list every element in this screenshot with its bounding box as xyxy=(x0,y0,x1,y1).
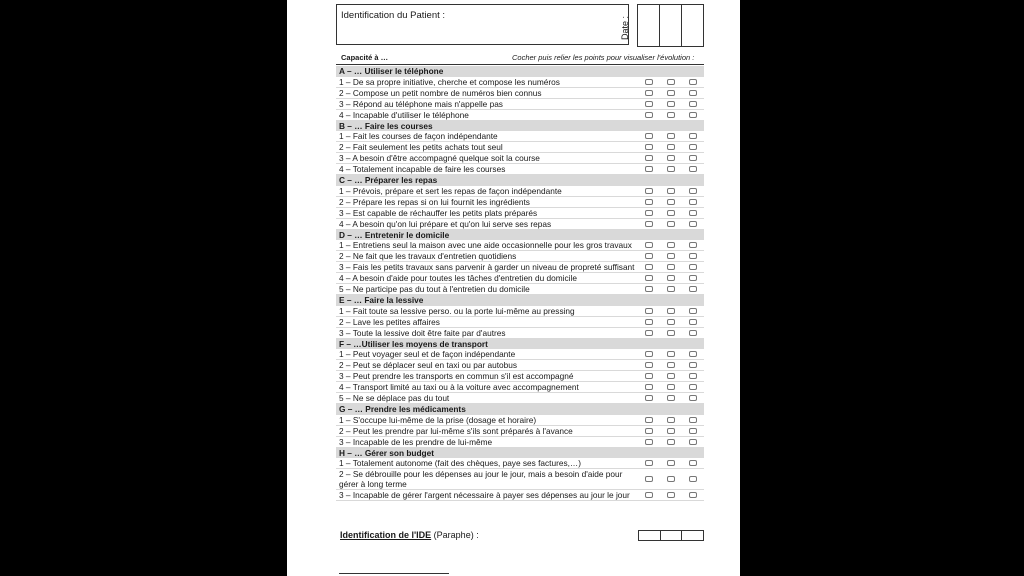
ide-identification xyxy=(340,530,479,540)
evaluation-checkbox[interactable] xyxy=(667,319,675,325)
evaluation-checkbox[interactable] xyxy=(645,90,653,96)
checkbox-group xyxy=(642,360,704,370)
evaluation-checkbox[interactable] xyxy=(667,460,675,466)
evaluation-checkbox[interactable] xyxy=(667,308,675,314)
evaluation-checkbox[interactable] xyxy=(667,362,675,368)
evaluation-checkbox[interactable] xyxy=(689,242,697,248)
criterion-row xyxy=(336,371,704,382)
evaluation-checkbox[interactable] xyxy=(645,199,653,205)
document-page xyxy=(287,0,740,576)
evaluation-checkbox[interactable] xyxy=(645,460,653,466)
evaluation-checkbox[interactable] xyxy=(645,166,653,172)
ide-column[interactable] xyxy=(682,531,703,540)
criterion-row xyxy=(336,131,704,142)
evaluation-checkbox[interactable] xyxy=(645,439,653,445)
criterion-row xyxy=(336,153,704,164)
evaluation-checkbox[interactable] xyxy=(667,112,675,118)
criterion-row xyxy=(336,490,704,501)
date-grid[interactable] xyxy=(637,4,704,47)
date-column[interactable] xyxy=(660,5,682,46)
criterion-row xyxy=(336,284,704,295)
criterion-row xyxy=(336,110,704,121)
section-title: B – … Faire les courses xyxy=(339,120,433,131)
section-header xyxy=(336,404,704,415)
evaluation-checkbox[interactable] xyxy=(645,144,653,150)
ide-column[interactable] xyxy=(639,531,661,540)
evaluation-checkbox[interactable] xyxy=(645,275,653,281)
criterion-row xyxy=(336,251,704,262)
evaluation-checkbox[interactable] xyxy=(645,112,653,118)
evaluation-checkbox[interactable] xyxy=(689,308,697,314)
evaluation-checkbox[interactable] xyxy=(645,221,653,227)
evaluation-checkbox[interactable] xyxy=(689,428,697,434)
criterion-text: 3 – Incapable de les prendre de lui-même xyxy=(339,436,493,447)
criterion-text: 2 – Lave les petites affaires xyxy=(339,316,440,327)
date-label-container xyxy=(620,10,632,50)
evaluation-checkbox[interactable] xyxy=(645,308,653,314)
criterion-row xyxy=(336,77,704,88)
evaluation-checkbox[interactable] xyxy=(689,166,697,172)
evaluation-checkbox[interactable] xyxy=(689,319,697,325)
criterion-text: 1 – Peut voyager seul et de façon indépendante xyxy=(339,349,516,359)
checkbox-group xyxy=(642,164,704,174)
criterion-text: 2 – Se débrouille pour les dépenses au jour le jour, mais a besoin d'aide pour gérer à long terme xyxy=(339,469,623,489)
evaluation-checkbox[interactable] xyxy=(645,253,653,259)
criterion-text: 3 – Répond au téléphone mais n'appelle pas xyxy=(339,98,503,109)
criterion-text: 2 – Prépare les repas si on lui fournit les ingrédients xyxy=(339,196,530,207)
section-header xyxy=(336,339,704,350)
criterion-row xyxy=(336,328,704,339)
evaluation-checkbox[interactable] xyxy=(667,144,675,150)
checkbox-group xyxy=(642,393,704,403)
evaluation-checkbox[interactable] xyxy=(645,373,653,379)
criterion-row xyxy=(336,219,704,230)
evaluation-checkbox[interactable] xyxy=(645,395,653,401)
evaluation-checkbox[interactable] xyxy=(667,242,675,248)
evaluation-checkbox[interactable] xyxy=(667,351,675,357)
criterion-text: 1 – De sa propre initiative, cherche et compose les numéros xyxy=(339,76,560,87)
checkbox-group xyxy=(642,197,704,207)
evaluation-checkbox[interactable] xyxy=(689,79,697,85)
evaluation-checkbox[interactable] xyxy=(689,144,697,150)
criterion-text: 2 – Peut les prendre par lui-même s'ils sont préparés à l'avance xyxy=(339,425,573,436)
evaluation-checkbox[interactable] xyxy=(667,264,675,270)
section-header xyxy=(336,175,704,186)
criterion-text: 5 – Ne se déplace pas du tout xyxy=(339,393,450,403)
criterion-text: 3 – Toute la lessive doit être faite par d'autres xyxy=(339,327,506,338)
evaluation-checkbox[interactable] xyxy=(667,395,675,401)
criterion-text: 3 – A besoin d'être accompagné quelque soit la course xyxy=(339,153,540,163)
cocher-instruction: Cocher puis relier les points pour visualiser l'évolution : xyxy=(512,53,695,62)
evaluation-checkbox[interactable] xyxy=(645,330,653,336)
criterion-text: 3 – Peut prendre les transports en commun s'il est accompagné xyxy=(339,371,574,381)
evaluation-checkbox[interactable] xyxy=(689,188,697,194)
evaluation-checkbox[interactable] xyxy=(645,101,653,107)
evaluation-checkbox[interactable] xyxy=(645,264,653,270)
capacite-label: Capacité à … xyxy=(341,53,389,62)
criterion-text: 1 – Prévois, prépare et sert les repas de façon indépendante xyxy=(339,185,562,196)
criterion-text: 1 – S'occupe lui-même de la prise (dosage et horaire) xyxy=(339,414,537,425)
evaluation-checkbox[interactable] xyxy=(689,101,697,107)
checkbox-group xyxy=(642,88,704,98)
evaluation-checkbox[interactable] xyxy=(689,476,697,482)
criterion-text: 4 – Totalement incapable de faire les courses xyxy=(339,164,506,174)
criterion-text: 2 – Compose un petit nombre de numéros bien connus xyxy=(339,87,542,98)
section-title: D – … Entretenir le domicile xyxy=(339,229,450,240)
checkbox-group xyxy=(642,262,704,272)
criterion-row xyxy=(336,262,704,273)
ide-label: Identification de l'IDE xyxy=(340,530,432,540)
criterion-row xyxy=(336,208,704,219)
criterion-text: 2 – Fait seulement les petits achats tout seul xyxy=(339,142,503,152)
criterion-text: 4 – Incapable d'utiliser le téléphone xyxy=(339,109,469,120)
evaluation-checkbox[interactable] xyxy=(689,395,697,401)
checkbox-group xyxy=(642,458,704,468)
section-title: H – … Gérer son budget xyxy=(339,447,434,458)
checkbox-group xyxy=(642,251,704,261)
evaluation-checkbox[interactable] xyxy=(667,384,675,390)
criterion-row xyxy=(336,360,704,371)
section-title: E – … Faire la lessive xyxy=(339,295,424,306)
criterion-text: 4 – A besoin d'aide pour toutes les tâches d'entretien du domicile xyxy=(339,273,577,283)
evaluation-checkbox[interactable] xyxy=(689,362,697,368)
evaluation-checkbox[interactable] xyxy=(645,319,653,325)
checkbox-group xyxy=(642,153,704,163)
criterion-row xyxy=(336,273,704,284)
checkbox-group xyxy=(642,131,704,141)
evaluation-checkbox[interactable] xyxy=(667,101,675,107)
criterion-row xyxy=(336,349,704,360)
evaluation-checkbox[interactable] xyxy=(689,112,697,118)
checkbox-group xyxy=(642,469,704,489)
evaluation-checkbox[interactable] xyxy=(667,253,675,259)
criterion-row xyxy=(336,197,704,208)
checkbox-group xyxy=(642,349,704,359)
checkbox-group xyxy=(642,382,704,392)
criterion-text: 1 – Fait les courses de façon indépendante xyxy=(339,131,498,141)
evaluation-checkbox[interactable] xyxy=(667,166,675,172)
criterion-text: 2 – Ne fait que les travaux d'entretien quotidiens xyxy=(339,251,517,261)
section-title: G – … Prendre les médicaments xyxy=(339,404,466,415)
evaluation-checkbox[interactable] xyxy=(689,133,697,139)
evaluation-checkbox[interactable] xyxy=(689,492,697,498)
date-label: Date : xyxy=(620,15,630,40)
evaluation-checkbox[interactable] xyxy=(667,428,675,434)
evaluation-checkbox[interactable] xyxy=(667,286,675,292)
criterion-row xyxy=(336,306,704,317)
criterion-row xyxy=(336,164,704,175)
evaluation-checkbox[interactable] xyxy=(645,351,653,357)
evaluation-checkbox[interactable] xyxy=(645,384,653,390)
criterion-row xyxy=(336,469,704,490)
checkbox-group xyxy=(642,284,704,294)
checkbox-group xyxy=(642,437,704,447)
evaluation-checkbox[interactable] xyxy=(645,492,653,498)
evaluation-checkbox[interactable] xyxy=(645,428,653,434)
evaluation-checkbox[interactable] xyxy=(689,264,697,270)
evaluation-checkbox[interactable] xyxy=(645,286,653,292)
evaluation-checkbox[interactable] xyxy=(667,188,675,194)
section-header xyxy=(336,448,704,459)
section-header xyxy=(336,230,704,241)
section-title: F – …Utiliser les moyens de transport xyxy=(339,338,488,349)
checkbox-group xyxy=(642,208,704,218)
checkbox-group xyxy=(642,186,704,196)
criterion-text: 1 – Entretiens seul la maison avec une aide occasionnelle pour les gros travaux xyxy=(339,240,632,250)
criterion-text: 2 – Peut se déplacer seul en taxi ou par autobus xyxy=(339,360,518,370)
evaluation-checkbox[interactable] xyxy=(689,384,697,390)
section-header xyxy=(336,295,704,306)
evaluation-checkbox[interactable] xyxy=(689,286,697,292)
evaluation-checkbox[interactable] xyxy=(689,439,697,445)
checkbox-group xyxy=(642,328,704,338)
date-column[interactable] xyxy=(682,5,703,46)
criterion-row xyxy=(336,426,704,437)
checkbox-group xyxy=(642,110,704,120)
evaluation-checkbox[interactable] xyxy=(667,133,675,139)
criterion-row xyxy=(336,382,704,393)
criterion-row xyxy=(336,240,704,251)
criterion-row xyxy=(336,142,704,153)
evaluation-checkbox[interactable] xyxy=(667,210,675,216)
criterion-row xyxy=(336,186,704,197)
evaluation-checkbox[interactable] xyxy=(667,373,675,379)
section-header xyxy=(336,66,704,77)
evaluation-checkbox[interactable] xyxy=(667,199,675,205)
evaluation-table xyxy=(336,66,704,501)
criterion-text: 5 – Ne participe pas du tout à l'entretien du domicile xyxy=(339,284,530,294)
evaluation-checkbox[interactable] xyxy=(645,362,653,368)
evaluation-checkbox[interactable] xyxy=(689,221,697,227)
evaluation-checkbox[interactable] xyxy=(667,90,675,96)
criterion-row xyxy=(336,99,704,110)
evaluation-checkbox[interactable] xyxy=(689,199,697,205)
evaluation-checkbox[interactable] xyxy=(667,221,675,227)
evaluation-checkbox[interactable] xyxy=(689,373,697,379)
patient-identification-box[interactable] xyxy=(336,4,629,45)
evaluation-checkbox[interactable] xyxy=(689,351,697,357)
criterion-row xyxy=(336,458,704,469)
criterion-row xyxy=(336,88,704,99)
criterion-text: 1 – Totalement autonome (fait des chèques, paye ses factures,…) xyxy=(339,458,581,468)
checkbox-group xyxy=(642,219,704,229)
checkbox-group xyxy=(642,317,704,327)
evaluation-checkbox[interactable] xyxy=(689,417,697,423)
evaluation-checkbox[interactable] xyxy=(645,210,653,216)
checkbox-group xyxy=(642,240,704,250)
evaluation-checkbox[interactable] xyxy=(689,253,697,259)
evaluation-checkbox[interactable] xyxy=(667,330,675,336)
patient-label: Identification du Patient : xyxy=(341,10,446,21)
ide-column[interactable] xyxy=(661,531,683,540)
evaluation-checkbox[interactable] xyxy=(645,476,653,482)
criterion-text: 3 – Est capable de réchauffer les petits plats préparés xyxy=(339,207,538,218)
evaluation-checkbox[interactable] xyxy=(667,275,675,281)
checkbox-group xyxy=(642,306,704,316)
evaluation-checkbox[interactable] xyxy=(645,242,653,248)
evaluation-checkbox[interactable] xyxy=(667,476,675,482)
divider xyxy=(336,64,704,65)
evaluation-checkbox[interactable] xyxy=(645,155,653,161)
section-header xyxy=(336,121,704,132)
checkbox-group xyxy=(642,273,704,283)
checkbox-group xyxy=(642,99,704,109)
criterion-text: 1 – Fait toute sa lessive perso. ou la porte lui-même au pressing xyxy=(339,305,575,316)
criterion-text: 4 – A besoin qu'on lui prépare et qu'on lui serve ses repas xyxy=(339,218,552,229)
date-column[interactable] xyxy=(638,5,660,46)
evaluation-checkbox[interactable] xyxy=(645,133,653,139)
evaluation-checkbox[interactable] xyxy=(689,460,697,466)
checkbox-group xyxy=(642,142,704,152)
criterion-row xyxy=(336,437,704,448)
checkbox-group xyxy=(642,77,704,87)
evaluation-checkbox[interactable] xyxy=(667,79,675,85)
evaluation-checkbox[interactable] xyxy=(645,417,653,423)
criterion-row xyxy=(336,317,704,328)
checkbox-group xyxy=(642,415,704,425)
evaluation-checkbox[interactable] xyxy=(689,275,697,281)
evaluation-checkbox[interactable] xyxy=(689,155,697,161)
evaluation-checkbox[interactable] xyxy=(667,417,675,423)
signature-line xyxy=(339,573,449,574)
evaluation-checkbox[interactable] xyxy=(667,439,675,445)
paraphe-label: (Paraphe) : xyxy=(433,530,479,540)
criterion-row xyxy=(336,393,704,404)
evaluation-checkbox[interactable] xyxy=(645,188,653,194)
criterion-text: 4 – Transport limité au taxi ou à la voiture avec accompagnement xyxy=(339,382,579,392)
criterion-text: 3 – Incapable de gérer l'argent nécessaire à payer ses dépenses au jour le jour xyxy=(339,490,630,500)
evaluation-checkbox[interactable] xyxy=(667,492,675,498)
evaluation-checkbox[interactable] xyxy=(689,330,697,336)
ide-grid[interactable] xyxy=(638,530,704,541)
checkbox-group xyxy=(642,490,704,500)
checkbox-group xyxy=(642,426,704,436)
checkbox-group xyxy=(642,371,704,381)
section-title: C – … Préparer les repas xyxy=(339,175,438,186)
criterion-row xyxy=(336,415,704,426)
criterion-text: 3 – Fais les petits travaux sans parvenir à garder un niveau de propreté suffisant xyxy=(339,262,635,272)
evaluation-checkbox[interactable] xyxy=(689,90,697,96)
evaluation-checkbox[interactable] xyxy=(689,210,697,216)
evaluation-checkbox[interactable] xyxy=(645,79,653,85)
section-title: A – … Utiliser le téléphone xyxy=(339,66,444,77)
evaluation-checkbox[interactable] xyxy=(667,155,675,161)
